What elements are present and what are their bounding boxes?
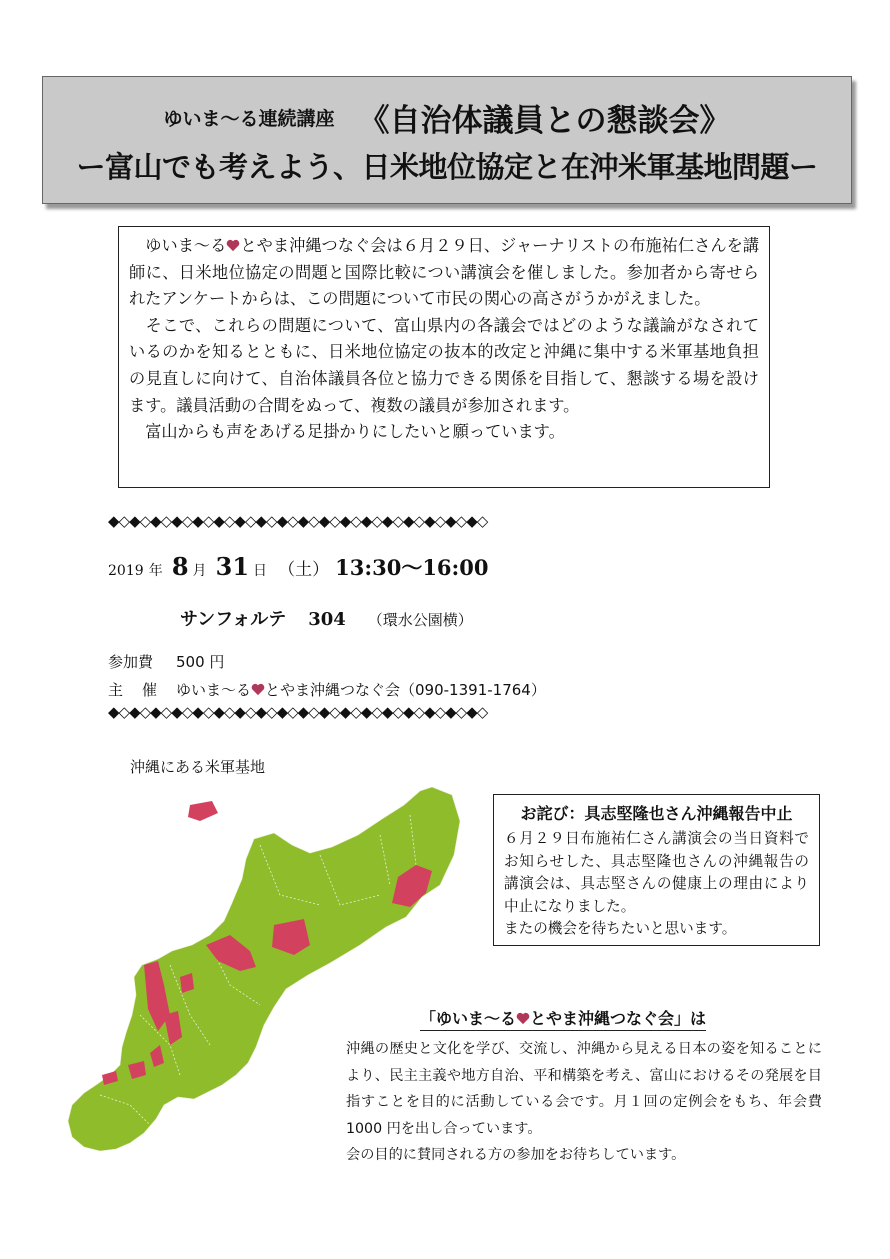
apology-title: お詫び：具志堅隆也さん沖縄報告中止 [520,804,793,823]
fee-label: 参加費 [108,653,154,671]
intro-paragraph-1 [129,233,759,313]
event-month: 8 [171,552,189,581]
venue-room: 304 [308,609,346,630]
about-title-a: 「ゆいま〜る [420,1009,517,1028]
venue-note: （環水公園横） [367,611,473,629]
intro-paragraph-3 [129,419,759,446]
intro-text-2: そこで、これらの問題について、富山県内の各議会ではどのような議論がなされているのかを知るとともに、日米地位協定の抜本的改定と沖縄に集中する米軍基地負担の見直しに向けて、自治体議員各位と協力できる関係を目指して、懇談する場を設けます。議員活動の合間をぬって、複数の議員が参加されます。 [129,315,760,415]
about-text [346,1036,822,1169]
subtitle: ー富山でも考えよう、日米地位協定と在沖米軍基地問題ー [76,150,818,184]
organizer-row [108,679,546,700]
organizer-label-1: 主 [108,681,124,699]
event-year: 2019 [108,563,144,579]
heart-icon [516,1012,530,1025]
about-body: 沖縄の歴史と文化を学び、交流し、沖縄から見える日本の姿を知ることにより、民主主義や地方自治、平和構築を考え、富山におけるその発展を目指すことを目的に活動している会です。月１回の定例会をもち、年会費 1000 円を出し合っています。 [346,1041,822,1137]
fee-row [108,651,224,672]
organizer-name: ゆいま〜る [176,681,252,699]
event-venue [180,605,473,631]
about-closing: 会の目的に賛同される方の参加をお待ちしています。 [346,1147,686,1164]
intro-paragraph-2 [129,313,759,419]
about-title [420,1006,706,1031]
apology-closing: またの機会を待ちたいと思います。 [504,920,737,938]
series-name: ゆいま〜る連続講座 [163,108,335,130]
event-weekday: （土） [278,560,330,580]
intro-box [118,226,770,488]
event-date [108,552,489,582]
heart-icon [226,239,240,252]
venue-name: サンフォルテ [180,609,287,630]
organizer-label [108,679,176,700]
event-day-unit: 日 [253,563,268,579]
organizer-contact: とやま沖縄つなぐ会（090-1391-1764） [265,681,546,699]
fee-value: 500 円 [176,653,225,671]
separator-bottom: ◆◇◆◇◆◇◆◇◆◇◆◇◆◇◆◇◆◇◆◇◆◇◆◇◆◇◆◇◆◇◆◇◆◇◆◇ [108,703,488,721]
event-month-unit: 月 [192,563,207,579]
intro-org-name: ゆいま〜る [145,236,227,255]
separator-top: ◆◇◆◇◆◇◆◇◆◇◆◇◆◇◆◇◆◇◆◇◆◇◆◇◆◇◆◇◆◇◆◇◆◇◆◇ [108,512,488,530]
map-island-north [188,801,218,821]
about-title-b: とやま沖縄つなぐ会」は [530,1009,707,1028]
intro-text-1: とやま沖縄つなぐ会は６月２９日、ジャーナリストの布施祐仁さんを講師に、日米地位協定の問題と国際比較につい講演会を催しました。参加者から寄せられたアンケートからは、この問題について市民の関心の高さがうかがえました。 [129,236,760,309]
title-banner [42,76,852,204]
title-row [43,95,851,140]
apology-box [493,794,820,946]
map-label: 沖縄にある米軍基地 [130,758,266,776]
main-title: 《自治体議員との懇談会》 [358,103,731,139]
event-day: 31 [215,552,250,581]
event-year-unit: 年 [148,563,163,579]
intro-text-3: 富山からも声をあげる足掛かりにしたいと願っています。 [145,422,565,442]
apology-body: ６月２９日布施祐仁さん講演会の当日資料でお知らせした、具志堅隆也さんの沖縄報告の講演会は、具志堅さんの健康上の理由により中止になりました。 [504,830,809,915]
heart-icon [251,683,265,696]
organizer-label-2: 催 [142,681,158,699]
event-time: 13:30〜16:00 [335,555,489,580]
